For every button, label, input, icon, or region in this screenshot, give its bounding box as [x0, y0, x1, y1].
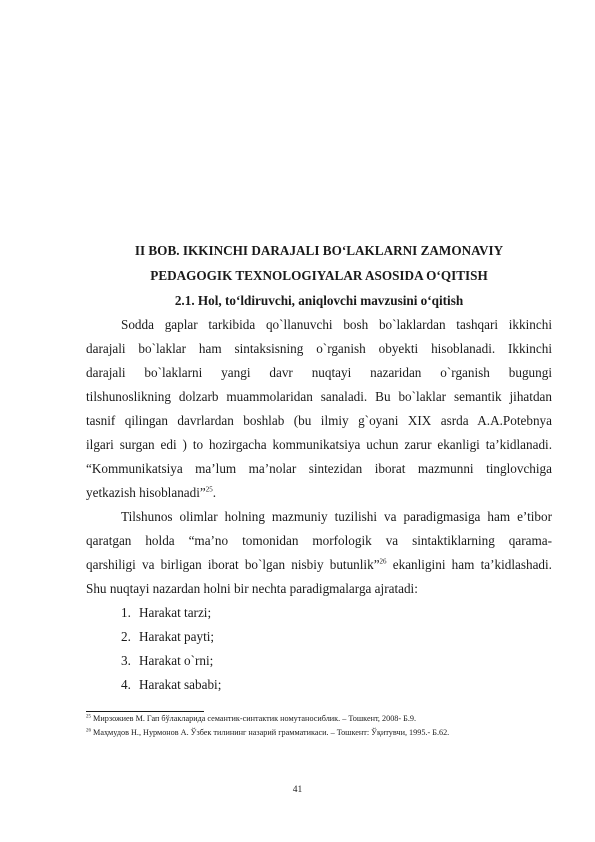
list-text: Harakat o`rni;: [139, 653, 214, 668]
list-text: Harakat sababi;: [139, 677, 222, 692]
chapter-title-line1: II BOB. IKKINCHI DARAJALI BO‘LAKLARNI ZAMONAVIY: [134, 243, 504, 258]
footnote-25: [86, 714, 416, 724]
footnote-ref-25[interactable]: 25: [205, 485, 213, 494]
list-item: [121, 676, 221, 694]
list-text: Harakat tarzi;: [139, 605, 212, 620]
paragraph2-line: Tilshunos olimlar holning mazmuniy tuzilishi va paradigmasiga ham e’tibor: [121, 509, 552, 524]
list-number: 1.: [121, 605, 131, 620]
paragraph2-line3: [86, 556, 552, 574]
chapter-title-line2: PEDAGOGIK TEXNOLOGIYALAR ASOSIDA O‘QITISH: [150, 268, 488, 283]
footnote-text: Маҳмудов Н., Нурмонов А. Ўзбек тилининг назарий грамматикаси. – Тошкент: Ўқитувчи, 1995.- Б.62.: [91, 728, 450, 737]
paragraph2-line: qaratgan holda “ma’no tomonidan morfologik va sintaktiklarning qarama-: [86, 533, 552, 548]
paragraph1-line: darajali bo`laklarni yangi davr nuqtayi nazaridan o`rganish bugungi: [86, 365, 552, 380]
paragraph1-line: darajali bo`laklar ham sintaksisning o`rganish obyekti hisoblanadi. Ikkinchi: [86, 341, 552, 356]
paragraph1-last-line: [86, 484, 552, 502]
list-item: [121, 628, 214, 646]
footnote-marker: 25: [86, 714, 91, 720]
quote-text: yetkazish hisoblanadi”: [86, 485, 206, 500]
footnote-divider: [86, 711, 204, 712]
footnote-ref-26[interactable]: 26: [379, 557, 387, 566]
footnote-26: [86, 728, 449, 738]
list-number: 4.: [121, 677, 131, 692]
paragraph1-line: ilgari surgan edi ) to hozirgacha kommunikatsiya uchun zarur ekanligi ta’kidlanadi.: [86, 437, 552, 452]
list-item: [121, 604, 211, 622]
sentence-continuation: ekanligini ham ta’kidlashadi.: [386, 557, 552, 572]
quote-text: qarshiligi va birligan iborat bo`lgan nisbiy butunlik”: [86, 557, 380, 572]
paragraph1-line: tasnif qilingan davrlardan boshlab (bu ilmiy g`oyani XIX asrda A.A.Potebnya: [86, 413, 552, 428]
footnote-text: Мирзожиев М. Гап бўлакларида семантик-синтактик номутаносиблик. – Тошкент, 2008- Б.9.: [91, 714, 417, 723]
paragraph1-line: Sodda gaplar tarkibida qo`llanuvchi bosh bo`laklardan tashqari ikkinchi: [121, 317, 552, 332]
page-number: 41: [292, 785, 303, 795]
list-text: Harakat payti;: [139, 629, 215, 644]
list-item: [121, 652, 213, 670]
paragraph1-line: tilshunoslikning dolzarb muammolaridan sanaladi. Bu bo`laklar semantik jihatdan: [86, 389, 552, 404]
paragraph1-line: “Kommunikatsiya ma’lum ma’nolar sintezidan iborat mazmunni tinglovchiga: [86, 461, 552, 476]
list-number: 2.: [121, 629, 131, 644]
sentence-end: .: [212, 485, 217, 500]
footnote-marker: 26: [86, 728, 91, 734]
section-title: 2.1. Hol, to‘ldiruvchi, aniqlovchi mavzusini o‘qitish: [174, 293, 464, 308]
paragraph2-line: Shu nuqtayi nazardan holni bir nechta paradigmalarga ajratadi:: [86, 581, 418, 596]
list-number: 3.: [121, 653, 131, 668]
